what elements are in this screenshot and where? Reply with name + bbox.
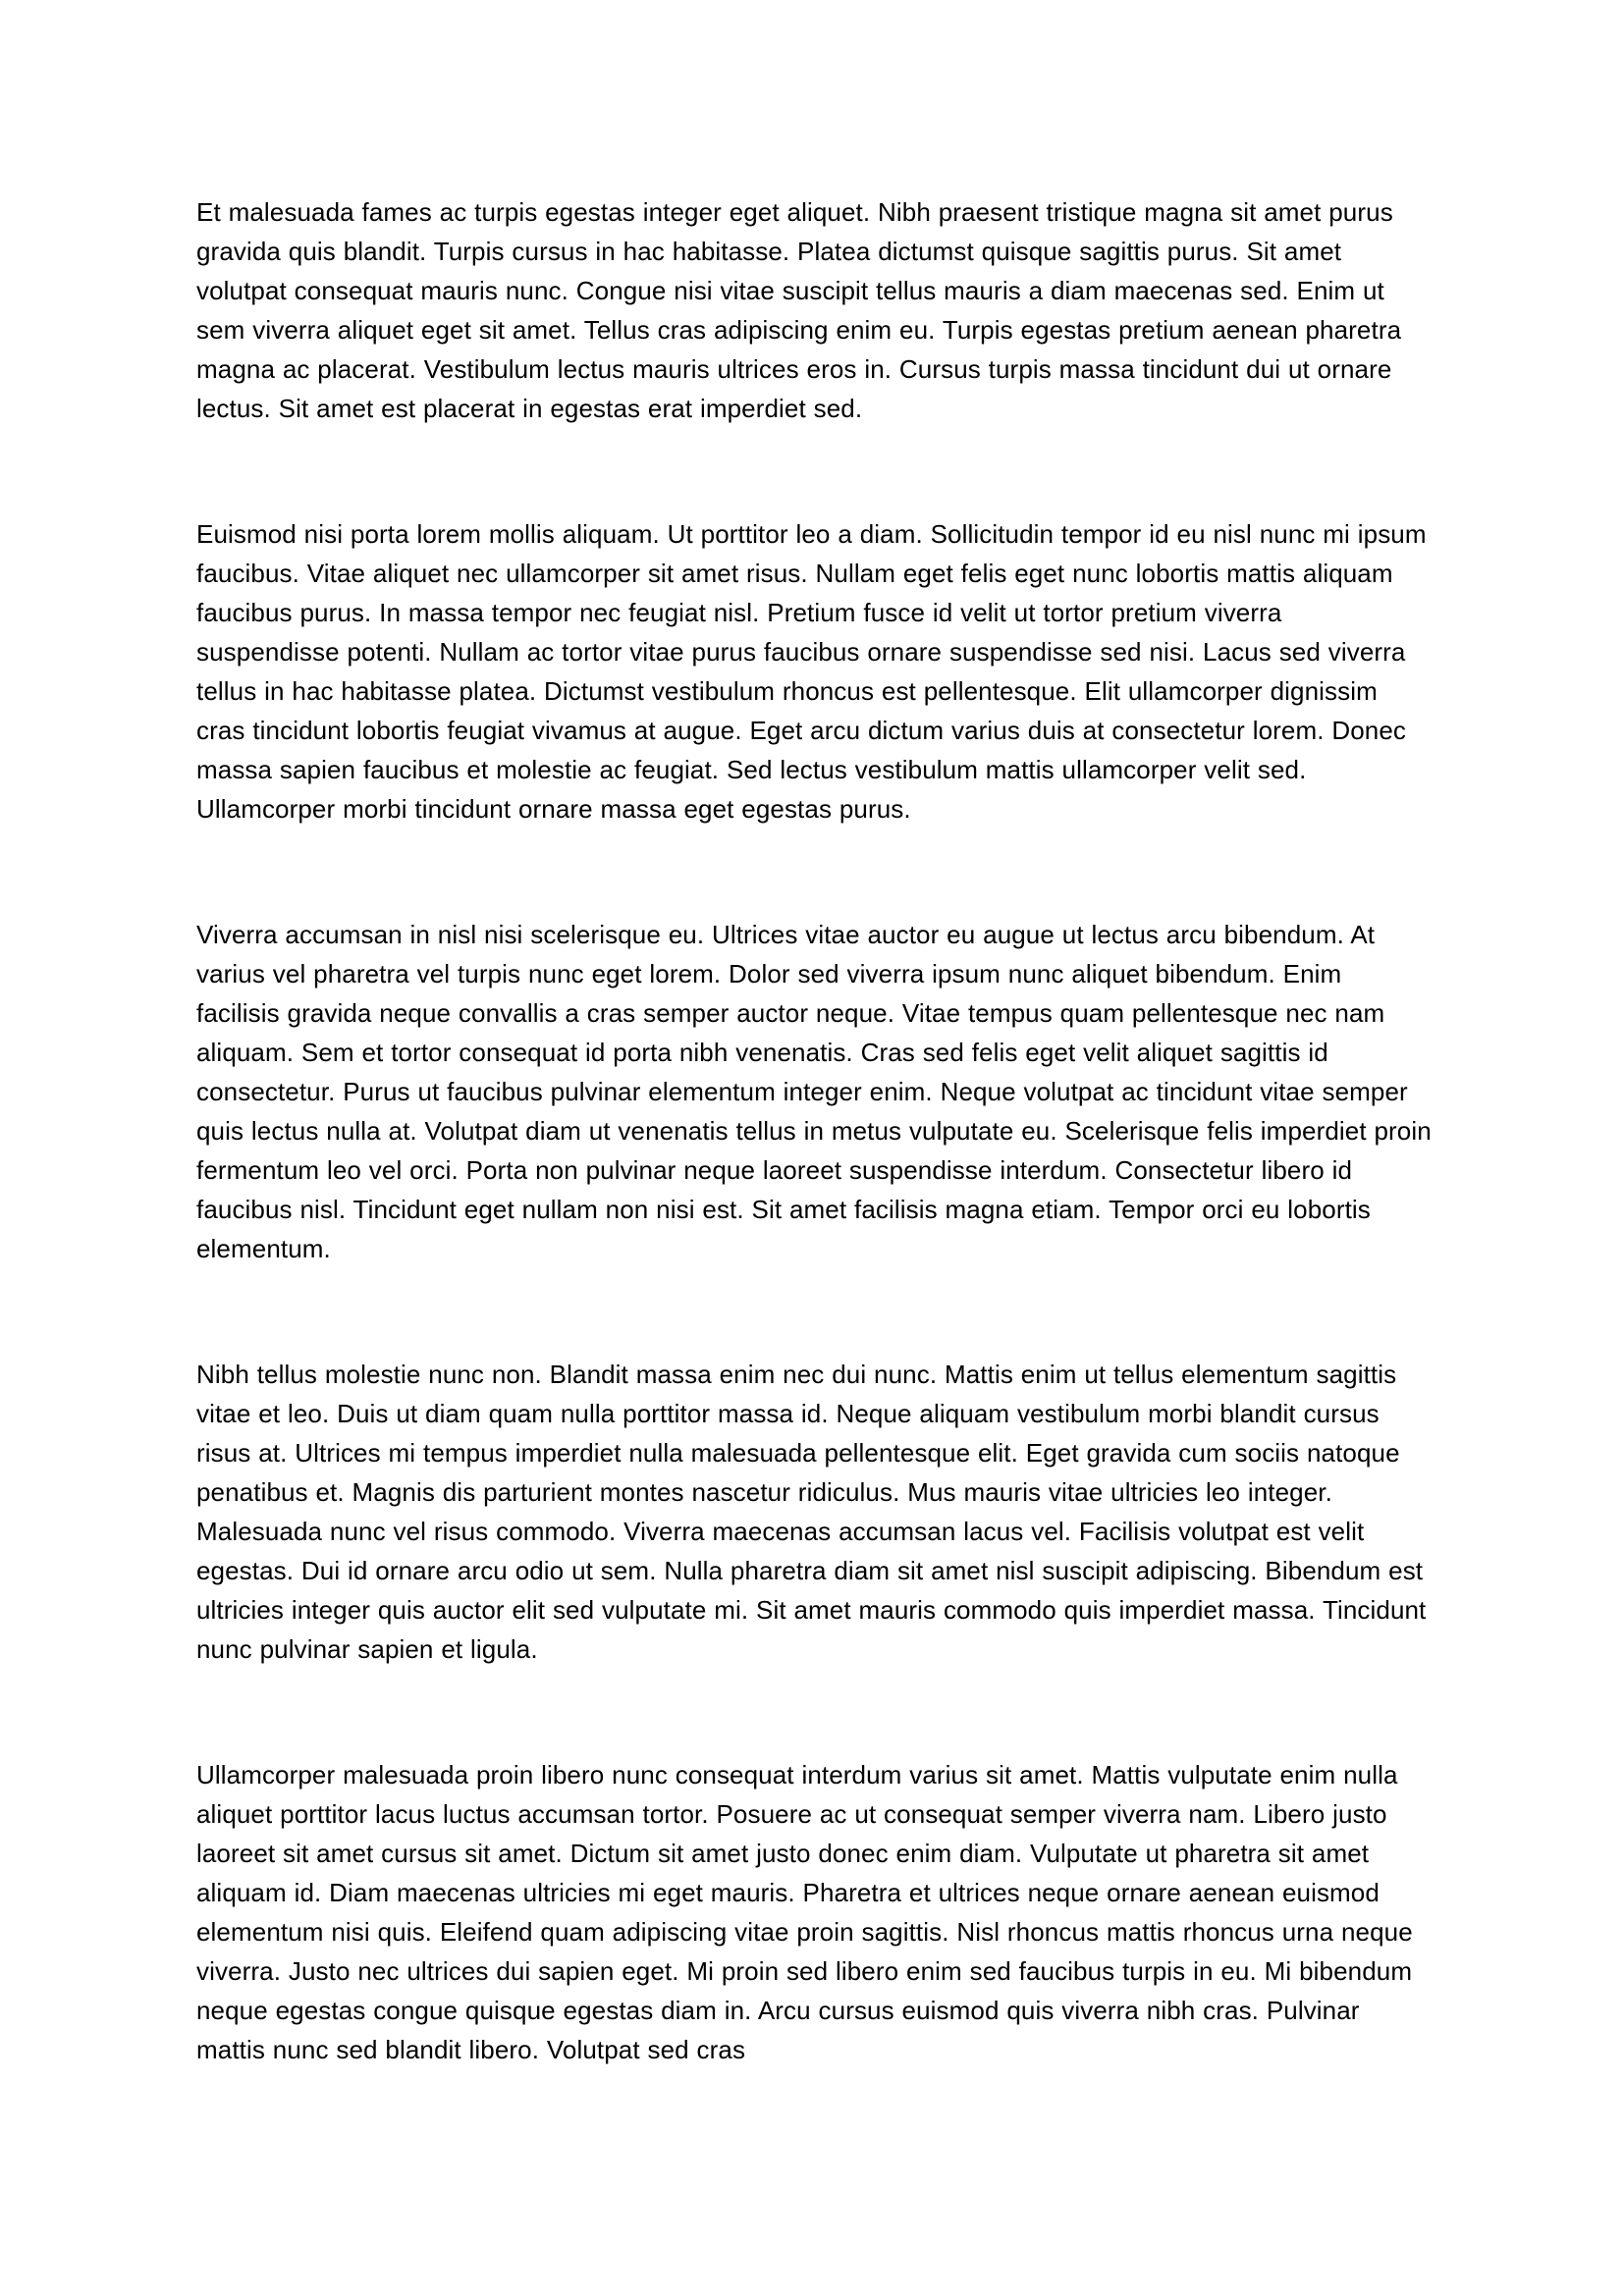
paragraph: Nibh tellus molestie nunc non. Blandit massa enim nec dui nunc. Mattis enim ut tellus elementum sagittis vitae et leo. Duis ut diam quam nulla porttitor massa id. Neque aliquam vestibulum morbi blandit cursus risus at. Ultrices mi tempus imperdiet nulla malesuada pellentesque elit. Eget gravida cum sociis natoque penatibus et. Magnis dis parturient montes nascetur ridiculus. Mus mauris vitae ultricies leo integer. Malesuada nunc vel risus commodo. Viverra maecenas accumsan lacus vel. Facilisis volutpat est velit egestas. Dui id ornare arcu odio ut sem. Nulla pharetra diam sit amet nisl suscipit adipiscing. Bibendum est ultricies integer quis auctor elit sed vulputate mi. Sit amet mauris commodo quis imperdiet massa. Tincidunt nunc pulvinar sapien et ligula. xyxy=(196,1360,1427,1664)
paragraph: Et malesuada fames ac turpis egestas integer eget aliquet. Nibh praesent tristique magna sit amet purus gravida quis blandit. Turpis cursus in hac habitasse. Platea dictumst quisque sagittis purus. Sit amet volutpat consequat mauris nunc. Congue nisi vitae suscipit tellus mauris a diam maecenas sed. Enim ut sem viverra aliquet eget sit amet. Tellus cras adipiscing enim eu. Turpis egestas pretium aenean pharetra magna ac placerat. Vestibulum lectus mauris ultrices eros in. Cursus turpis massa tincidunt dui ut ornare lectus. Sit amet est placerat in egestas erat imperdiet sed. xyxy=(196,197,1402,423)
paragraph: Ullamcorper malesuada proin libero nunc consequat interdum varius sit amet. Mattis vulputate enim nulla aliquet porttitor lacus luctus accumsan tortor. Posuere ac ut consequat semper viverra nam. Libero justo laoreet sit amet cursus sit amet. Dictum sit amet justo donec enim diam. Vulputate ut pharetra sit amet aliquam id. Diam maecenas ultricies mi eget mauris. Pharetra et ultrices neque ornare aenean euismod elementum nisi quis. Eleifend quam adipiscing vitae proin sagittis. Nisl rhoncus mattis rhoncus urna neque viverra. Justo nec ultrices dui sapien eget. Mi proin sed libero enim sed faucibus turpis in eu. Mi bibendum neque egestas congue quisque egestas diam in. Arcu cursus euismod quis viverra nibh cras. Pulvinar mattis nunc sed blandit libero. Volutpat sed cras xyxy=(196,1760,1413,2064)
paragraph: Viverra accumsan in nisl nisi scelerisque eu. Ultrices vitae auctor eu augue ut lectus arcu bibendum. At varius vel pharetra vel turpis nunc eget lorem. Dolor sed viverra ipsum nunc aliquet bibendum. Enim facilisis gravida neque convallis a cras semper auctor neque. Vitae tempus quam pellentesque nec nam aliquam. Sem et tortor consequat id porta nibh venenatis. Cras sed felis eget velit aliquet sagittis id consectetur. Purus ut faucibus pulvinar elementum integer enim. Neque volutpat ac tincidunt vitae semper quis lectus nulla at. Volutpat diam ut venenatis tellus in metus vulputate eu. Scelerisque felis imperdiet proin fermentum leo vel orci. Porta non pulvinar neque laoreet suspendisse interdum. Consectetur libero id faucibus nisl. Tincidunt eget nullam non nisi est. Sit amet facilisis magna etiam. Tempor orci eu lobortis elementum. xyxy=(196,920,1432,1263)
paragraph: Euismod nisi porta lorem mollis aliquam. Ut porttitor leo a diam. Sollicitudin tempor id eu nisl nunc mi ipsum faucibus. Vitae aliquet nec ullamcorper sit amet risus. Nullam eget felis eget nunc lobortis mattis aliquam faucibus purus. In massa tempor nec feugiat nisl. Pretium fusce id velit ut tortor pretium viverra suspendisse potenti. Nullam ac tortor vitae purus faucibus ornare suspendisse sed nisi. Lacus sed viverra tellus in hac habitasse platea. Dictumst vestibulum rhoncus est pellentesque. Elit ullamcorper dignissim cras tincidunt lobortis feugiat vivamus at augue. Eget arcu dictum varius duis at consectetur lorem. Donec massa sapien faucibus et molestie ac feugiat. Sed lectus vestibulum mattis ullamcorper velit sed. Ullamcorper morbi tincidunt ornare massa eget egestas purus. xyxy=(196,519,1427,824)
